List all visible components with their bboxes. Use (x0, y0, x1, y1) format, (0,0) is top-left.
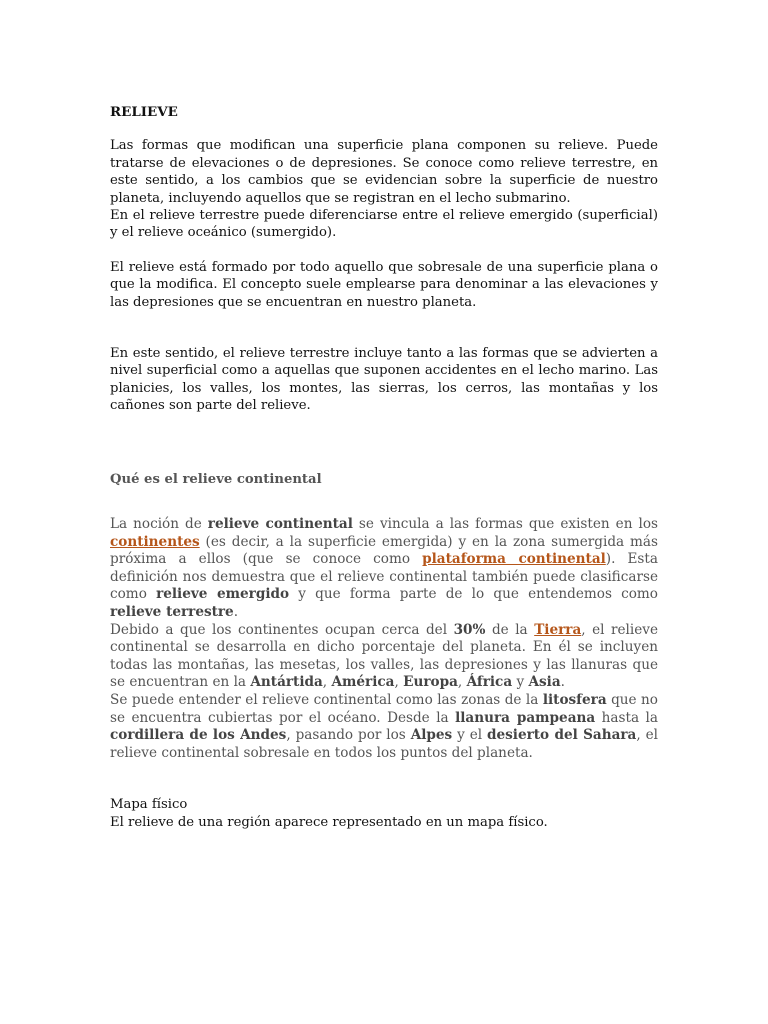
bold-term: Asia (528, 674, 561, 691)
document-page (110, 104, 658, 831)
bold-term: relieve terrestre (110, 604, 234, 621)
text-span: , (394, 674, 404, 691)
bold-term: litosfera (542, 692, 607, 709)
paragraph-definition: Las formas que modifican una superficie plana componen su relieve. Puede tratarse de elevaciones o de depresiones. Se conoce como relieve terrestre, en este sentido, a los cambios que se evidencian sobre la superficie de nuestro planeta, incluyendo aquellos que se registran en el lecho submarino. (110, 138, 658, 206)
bold-term: Europa (403, 674, 458, 691)
text-span: de la (485, 621, 535, 638)
bold-term: Alpes (410, 727, 453, 744)
text-span: . (233, 604, 239, 621)
text-span: , pasando por los (286, 727, 411, 744)
mapa-fisico-text: El relieve de una región aparece representado en un mapa físico. (110, 814, 548, 830)
bold-term: 30% (453, 621, 486, 638)
paragraph-continental-percentage (110, 622, 658, 692)
text-span: hasta la (595, 709, 658, 726)
text-span: y el (452, 727, 487, 744)
paragraph-continental-lithosphere (110, 692, 658, 762)
bold-term: Antártida (250, 674, 323, 691)
bold-term: relieve continental (207, 516, 353, 533)
continental-heading: Qué es el relieve continental (110, 471, 322, 487)
bold-term: América (331, 674, 395, 691)
paragraph-landforms: En este sentido, el relieve terrestre incluye tanto a las formas que se advierten a nivel superficial como a aquellas que suponen accidentes en el lecho marino. Las planicies, los valles, los montes, las sierras, los cerros, las montañas y los cañones son parte del relieve. (110, 346, 658, 414)
bold-term: África (466, 674, 513, 691)
link-continentes[interactable]: continentes (110, 533, 200, 550)
mapa-fisico-heading: Mapa físico (110, 797, 188, 813)
text-span: Se puede entender el relieve continental como las zonas de la (110, 692, 543, 709)
text-span: ). Esta definición nos demuestra que el relieve continental también puede clasificarse como (110, 551, 658, 603)
text-span: La noción de (110, 516, 208, 533)
paragraph-continental-definition (110, 516, 658, 622)
document-title: RELIEVE (110, 104, 178, 120)
bold-term: cordillera de los Andes (110, 727, 287, 744)
text-span: Debido a que los continentes ocupan cerca del (110, 621, 454, 638)
text-span: que no se encuentra cubiertas por el océano. Desde la (110, 692, 658, 726)
text-span: , el relieve continental se desarrolla en dicho porcentaje del planeta. En él se incluyen todas las montañas, las mesetas, los valles, las depresiones y las llanuras que se encuentran en la (110, 621, 658, 691)
text-span: (es decir, a la superficie emergida) y en la zona sumergida más próxima a ellos (que se conoce como (110, 533, 658, 568)
link-tierra[interactable]: Tierra (534, 621, 582, 638)
text-span: , (457, 674, 467, 691)
text-span: se vincula a las formas que existen en los (352, 516, 659, 533)
text-span: y que forma parte de lo que entendemos como (289, 586, 658, 603)
paragraph-formation: El relieve está formado por todo aquello que sobresale de una superficie plana o que la modifica. El concepto suele emplearse para denominar a las elevaciones y las depresiones que se encuentran en nuestro planeta. (110, 259, 658, 310)
bold-term: llanura pampeana (455, 709, 596, 726)
text-span: y (512, 674, 529, 691)
link-plataforma-continental[interactable]: plataforma continental (422, 551, 606, 568)
bold-term: relieve emergido (156, 586, 290, 603)
text-span: . (560, 674, 565, 691)
paragraph-relieve-types: En el relieve terrestre puede diferenciarse entre el relieve emergido (superficial) y el relieve oceánico (sumergido). (110, 208, 658, 241)
bold-term: desierto del Sahara (487, 727, 637, 744)
text-span: , (322, 674, 332, 691)
text-span: , el relieve continental sobresale en todos los puntos del planeta. (110, 727, 658, 761)
